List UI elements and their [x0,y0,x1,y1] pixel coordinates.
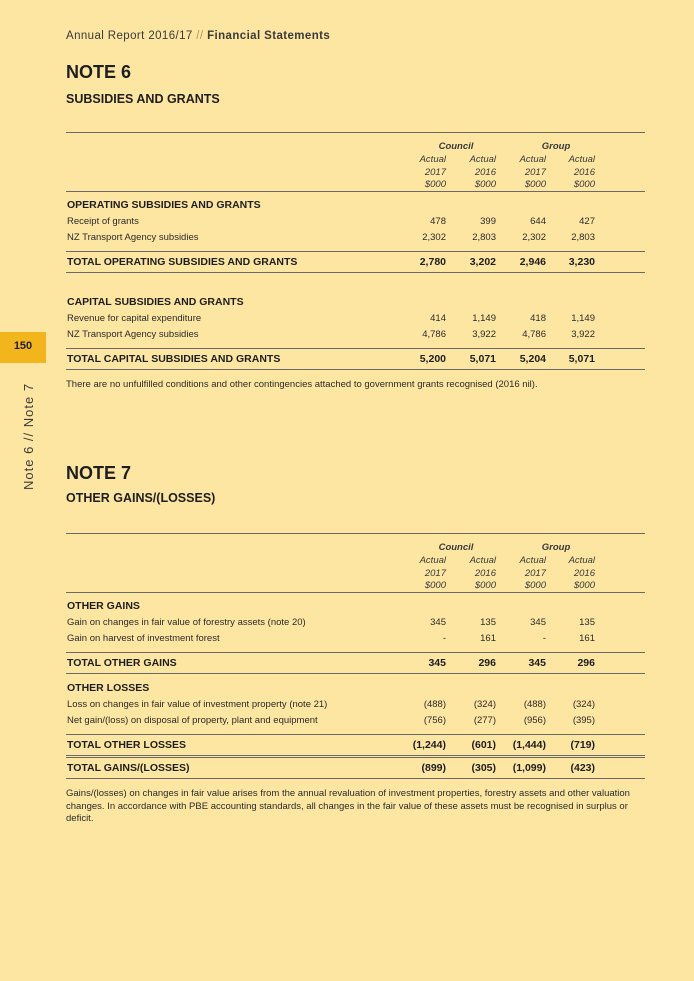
section-name: Financial Statements [207,30,331,42]
page-header [66,30,330,42]
section-heading: OTHER LOSSES [67,682,150,694]
header-separator: // [196,30,204,42]
side-note-label: Note 6 // Note 7 [21,382,36,490]
note7-table [66,533,645,779]
note6-footnote: There are no unfulfilled conditions and other contingencies attached to government grants recognised (2016 nil). [66,379,538,390]
table-row: Loss on changes in fair value of investment property (note 21) (488) (324) (488) (324) [67,699,595,710]
section-heading: OTHER GAINS [67,600,140,612]
council-header: Council [438,542,474,553]
note6-table [66,132,645,370]
col-header: Actual 2017 $000 [419,555,446,591]
table-row: Receipt of grants 478 399 644 427 [67,216,595,227]
total-row: TOTAL OTHER GAINS 345 296 345 296 [66,652,645,674]
table-row: NZ Transport Agency subsidies 2,302 2,803 2,302 2,803 [67,232,595,243]
note6-title: NOTE 6 [66,62,132,82]
report-name: Annual Report 2016/17 [66,30,193,42]
grand-total-row: TOTAL GAINS/(LOSSES) (899) (305) (1,099) (423) [66,758,645,779]
council-header: Council [438,141,474,152]
col-header: Actual 2017 $000 [519,154,546,190]
total-row: TOTAL OTHER LOSSES (1,244) (601) (1,444) (719) [66,734,645,758]
column-header [66,534,645,593]
table-row: Net gain/(loss) on disposal of property, plant and equipment (756) (277) (956) (395) [67,715,595,726]
table-row: Gain on changes in fair value of forestry assets (note 20) 345 135 345 135 [67,617,595,628]
col-header: Actual 2017 $000 [419,154,446,190]
note7-title: NOTE 7 [66,463,132,483]
total-row: TOTAL OPERATING SUBSIDIES AND GRANTS 2,780 3,202 2,946 3,230 [66,251,645,273]
col-header: Actual 2016 $000 [568,555,595,591]
note6-subtitle: SUBSIDIES AND GRANTS [66,92,220,106]
note7-subtitle: OTHER GAINS/(LOSSES) [66,491,216,505]
column-header [66,133,645,192]
section-heading: CAPITAL SUBSIDIES AND GRANTS [67,296,244,308]
table-row: NZ Transport Agency subsidies 4,786 3,922 4,786 3,922 [67,329,595,340]
col-header: Actual 2017 $000 [519,555,546,591]
col-header: Actual 2016 $000 [469,154,496,190]
col-header: Actual 2016 $000 [568,154,595,190]
note7-footnote: Gains/(losses) on changes in fair value arises from the annual revaluation of investment properties, forestry assets and other valuation changes. In accordance with PBE accounting standards, all changes in the fair value of these assets must be recognised in surplus or deficit. [66,788,630,824]
page-number-tab [0,332,46,363]
page-number: 150 [13,340,33,352]
group-header: Group [541,542,571,553]
group-header: Group [541,141,571,152]
table-row: Revenue for capital expenditure 414 1,149 418 1,149 [67,313,595,324]
col-header: Actual 2016 $000 [469,555,496,591]
table-row: Gain on harvest of investment forest - 161 - 161 [67,633,595,644]
total-row: TOTAL CAPITAL SUBSIDIES AND GRANTS 5,200 5,071 5,204 5,071 [66,348,645,370]
section-heading: OPERATING SUBSIDIES AND GRANTS [67,199,261,211]
